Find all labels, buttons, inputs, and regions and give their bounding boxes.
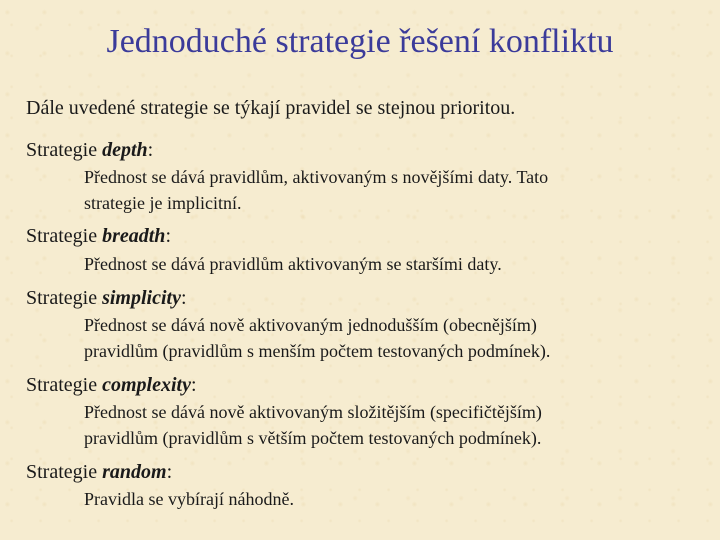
- strategy-suffix: :: [166, 461, 173, 483]
- strategy-prefix: Strategie: [26, 287, 103, 309]
- strategy-prefix: Strategie: [26, 225, 103, 247]
- strategy-desc-line: Přednost se dává nově aktivovaným jednodušším (obecnějším): [84, 315, 537, 335]
- strategy-desc-line: strategie je implicitní.: [84, 193, 242, 213]
- strategy-name: depth: [102, 139, 148, 161]
- strategy-suffix: :: [190, 374, 197, 396]
- strategy-desc-line: Pravidla se vybírají náhodně.: [84, 489, 294, 509]
- strategy-heading-simplicity: [26, 284, 187, 312]
- strategy-name: breadth: [102, 225, 166, 247]
- strategy-desc-random: [84, 486, 704, 512]
- slide-title: Jednoduché strategie řešení konfliktu: [106, 23, 614, 60]
- strategy-suffix: :: [180, 287, 187, 309]
- strategy-heading-depth: [26, 136, 153, 164]
- strategy-heading-random: [26, 458, 172, 486]
- strategy-desc-simplicity: [84, 312, 704, 364]
- strategy-name: simplicity: [102, 287, 181, 309]
- strategy-desc-breadth: [84, 251, 704, 277]
- intro-text: Dále uvedené strategie se týkají pravidel se stejnou prioritou.: [26, 97, 516, 119]
- strategy-prefix: Strategie: [26, 374, 103, 396]
- strategy-suffix: :: [165, 225, 171, 247]
- strategy-prefix: Strategie: [26, 461, 103, 483]
- strategy-desc-line: Přednost se dává pravidlům, aktivovaným s novějšími daty. Tato: [84, 167, 549, 187]
- strategy-prefix: Strategie: [26, 139, 103, 161]
- strategy-desc-line: pravidlům (pravidlům s menším počtem testovaných podmínek).: [84, 341, 551, 361]
- strategy-desc-line: pravidlům (pravidlům s větším počtem testovaných podmínek).: [84, 428, 542, 448]
- strategy-desc-depth: [84, 164, 704, 216]
- strategy-suffix: :: [147, 139, 154, 161]
- strategy-name: complexity: [102, 374, 191, 396]
- strategy-heading-complexity: [26, 371, 197, 399]
- strategy-heading-breadth: [26, 222, 171, 250]
- strategy-name: random: [102, 461, 167, 483]
- strategy-desc-line: Přednost se dává nově aktivovaným složitějším (specifičtějším): [84, 402, 542, 422]
- strategy-desc-complexity: [84, 399, 704, 451]
- strategy-desc-line: Přednost se dává pravidlům aktivovaným se staršími daty.: [84, 254, 502, 274]
